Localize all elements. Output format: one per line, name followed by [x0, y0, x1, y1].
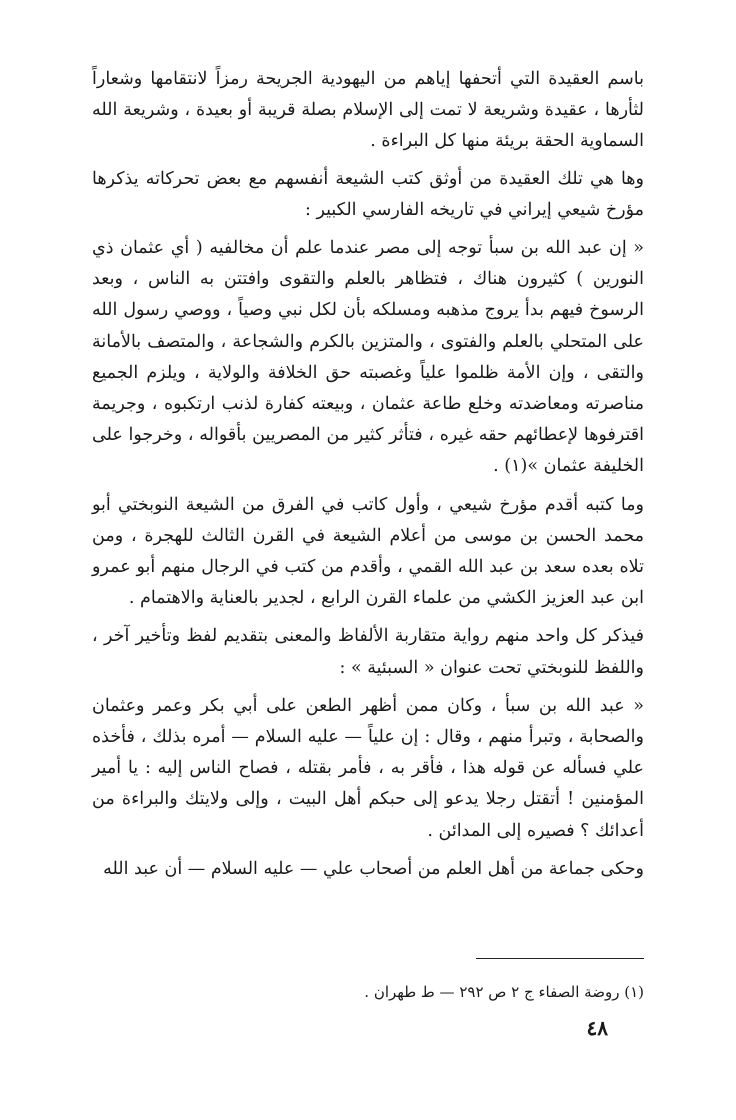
paragraph-6-quote: « عبد الله بن سبأ ، وكان ممن أظهر الطعن على أبي بكر وعمر وعثمان والصحابة ، وتبرأ منهم ، وقال : إن علياً — عليه السلام — أمره بذلك ، فأخذه علي فسأله عن قوله هذا ، فأقر به ، فأمر بقتله ، فصاح الناس إليه : يا أمير المؤمنين ! أتقتل رجلا يدعو إلى حبكم أهل البيت ، وإلى ولايتك والبراءة من أعدائك ؟ فصيره إلى المدائن . [92, 695, 644, 841]
footnote: (١) روضة الصفاء ج ٢ ص ٢٩٢ — ط طهران . [364, 983, 644, 1001]
paragraph-2: وها هي تلك العقيدة من أوثق كتب الشيعة أنفسهم مع بعض تحركاته يذكرها مؤرخ شيعي إيراني في تاريخه الفارسي الكبير : [92, 168, 644, 220]
paragraph-3-quote: « إن عبد الله بن سبأ توجه إلى مصر عندما علم أن مخالفيه ( أي عثمان ذي النورين ) كثيرون هناك ، فتظاهر بالعلم والتقوى وافتتن به الناس ، وبعد الرسوخ فيهم بدأ يروج مذهبه ومسلكه بأن لكل نبي وصياً ، ووصي رسول الله على المتحلي بالعلم والفتوى ، والمتزين بالكرم والشجاعة ، والمتصف بالأمانة والتقى ، وإن الأمة ظلموا علياً وغصبته حق الخلافة والولاية ، ويلزم الجميع مناصرته ومعاضدته وخلع طاعة عثمان ، وبيعته كفارة لذنب ارتكبوه ، وجريمة اقترفوها لإعطائهم حقه غيره ، فتأثر كثير من المصريين بأقواله ، وخرجوا على الخليفة عثمان »(١) . [92, 238, 644, 477]
paragraph-5: فيذكر كل واحد منهم رواية متقاربة الألفاظ والمعنى بتقديم لفظ وتأخير آخر ، واللفظ للنوبختي تحت عنوان « السبئية » : [92, 626, 644, 678]
footnote-divider [476, 958, 644, 959]
paragraph-7: وحكى جماعة من أهل العلم من أصحاب علي — عليه السلام — أن عبد الله [103, 858, 644, 879]
paragraph-4: وما كتبه أقدم مؤرخ شيعي ، وأول كاتب في الفرق من الشيعة النوبختي أبو محمد الحسن بن موسى من أعلام الشيعة في القرن الثالث للهجرة ، ومن تلاه بعده سعد بن عبد الله القمي ، وأقدم من كتب في الرجال منهم أبو عمرو ابن عبد العزيز الكشي من علماء القرن الرابع ، لجدير بالعناية والاهتمام . [92, 494, 644, 609]
page-number: ٤٨ [586, 1016, 608, 1040]
paragraph-1: باسم العقيدة التي أتحفها إياهم من اليهودية الجريحة رمزاً لانتقامها وشعاراً لثأرها ، عقيدة وشريعة لا تمت إلى الإسلام بصلة قريبة أو بعيدة ، وشريعة الله السماوية الحقة بريئة منها كل البراءة . [92, 69, 644, 152]
